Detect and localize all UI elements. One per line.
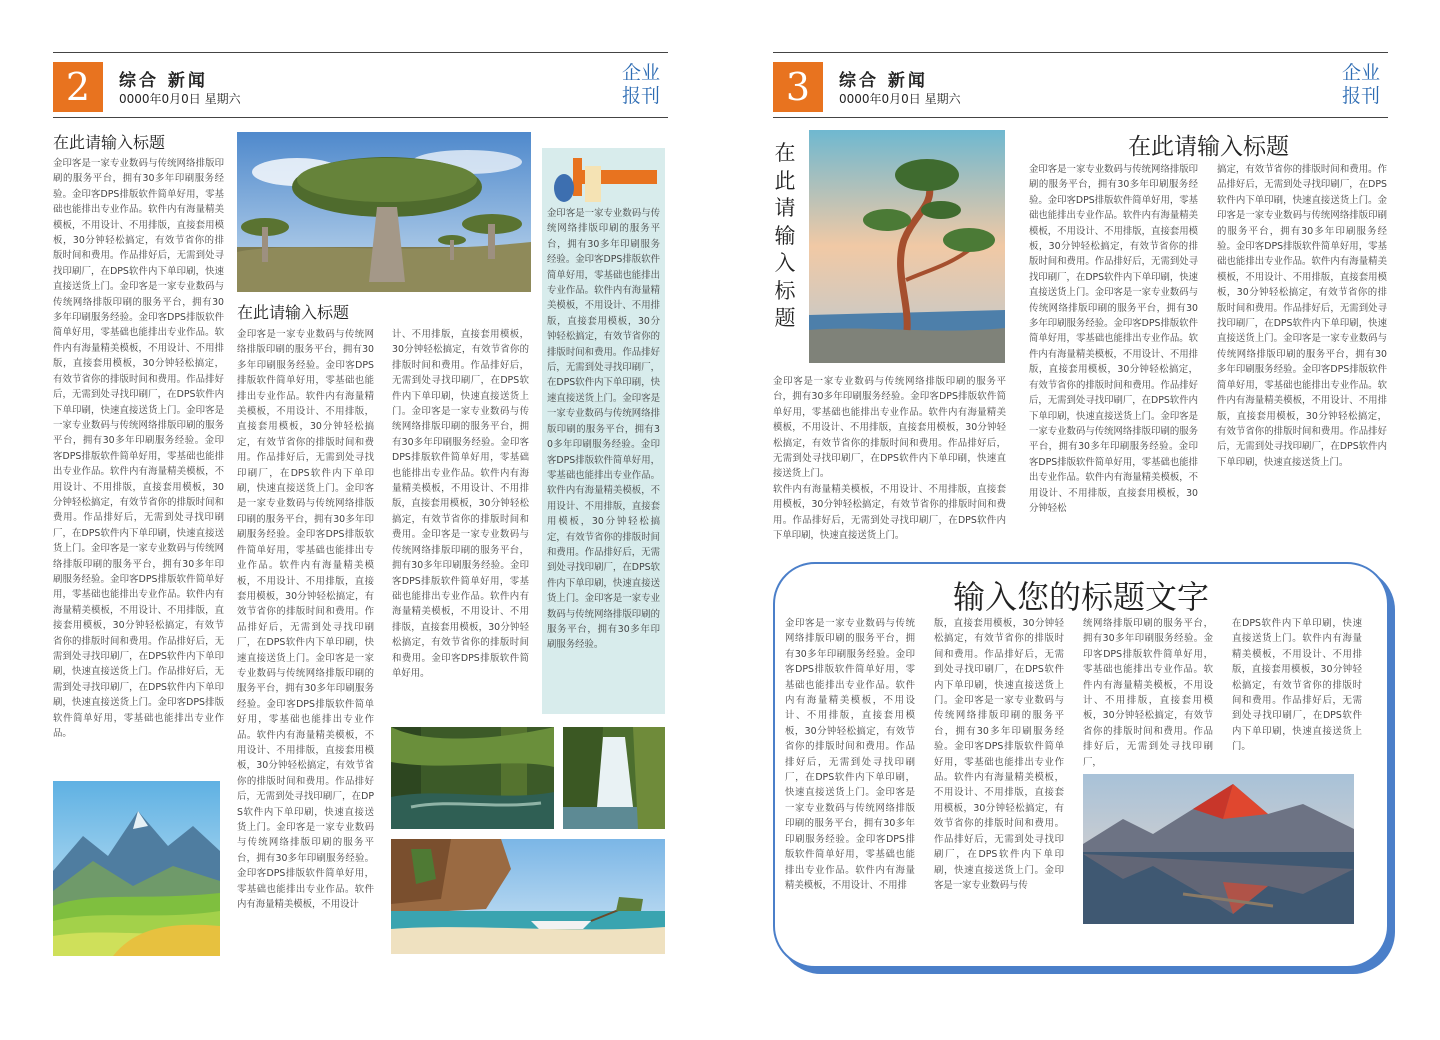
section-label: 综合 新闻 — [119, 71, 208, 91]
page-2 — [53, 52, 668, 982]
header-rule-bottom — [773, 117, 1388, 118]
col-a-body: 金印客是一家专业数码与传统网络排版印刷的服务平台，拥有30多年印刷服务经验。金印客DPS排版软件简单好用，零基础也能排出专业作品。软件内有海量精美模板，不用设计、不用排版，直接套用模板，30分钟轻松搞定，有效节省你的排版时间和费用。作品排好后，无需到处寻找印刷厂，在DPS软件内下单印刷，快速直接送货上门。金印客是一家专业数码与传统网络排版印刷的服务平台，拥有30多年印刷服务经验。金印客DPS排版软件简单好用，零基础也能排出专业作品。软件内有海量精美模板，不用设计、不用排版，直接套用模板，30分钟轻松搞定，有效节省你的排版时间和费用。作品排好后，无需到处寻找印刷厂，在DPS软件内下单印刷，快速直接送货上门。金印客是一家专业数码与传统网络排版印刷的服务平台，拥有30多年印刷服务经验。金印客DPS排版软件简单好用，零基础也能排出专业作品。软件内有海量精美模板，不用设计、不用排版，直接套用模板，30分钟轻松 — [1029, 164, 1198, 514]
feature-box-col1: 金印客是一家专业数码与传统网络排版印刷的服务平台，拥有30多年印刷服务经验。金印客DPS排版软件简单好用，零基础也能排出专业作品。软件内有海量精美模板，不用设计、不用排版，直接套用模板，30分钟轻松搞定，有效节省你的排版时间和费用。作品排好后，无需到处寻找印刷厂，在DPS软件内下单印刷，快速直接送货上门。金印客是一家专业数码与传统网络排版印刷的服务平台，拥有30多年印刷服务经验。金印客DPS排版软件简单好用，零基础也能排出专业作品。软件内有海量精美模板，不用设计、不用排 — [785, 618, 915, 891]
feature-box-col2: 版，直接套用模板，30分钟轻松搞定，有效节省你的排版时间和费用。作品排好后，无需到处寻找印刷厂，在DPS软件内下单印刷，快速直接送货上门。金印客是一家专业数码与传统网络排版印刷的服务平台，拥有30多年印刷服务经验。金印客DPS排版软件简单好用，零基础也能排出专业作品。软件内有海量精美模板，不用设计、不用排版，直接套用模板，30分钟轻松搞定，有效节省你的排版时间和费用。作品排好后，无需到处寻找印刷厂，在DPS软件内下单印刷，快速直接送货上门。金印客是一家专业数码与传 — [934, 618, 1064, 891]
brand-mark — [1342, 62, 1380, 108]
sidebar-panel — [542, 148, 665, 714]
header-rule-top — [53, 52, 668, 53]
brand-line-1: 企业 — [621, 62, 660, 84]
lone-tree-image — [809, 130, 1005, 363]
brand-line-2: 报刊 — [1341, 85, 1380, 107]
col1-body: 金印客是一家专业数码与传统网络排版印刷的服务平台，拥有30多年印刷服务经验。金印客DPS排版软件简单好用，零基础也能排出专业作品。软件内有海量精美模板，不用设计、不用排版，直接套用模板，30分钟轻松搞定，有效节省你的排版时间和费用。作品排好后，无需到处寻找印刷厂，在DPS软件内下单印刷，快速直接送货上门。金印客是一家专业数码与传统网络排版印刷的服务平台，拥有30多年印刷服务经验。金印客DPS排版软件简单好用，零基础也能排出专业作品。软件内有海量精美模板，不用设计、不用排版，直接套用模板，30分钟轻松搞定，有效节省你的排版时间和费用。作品排好后，无需到处寻找印刷厂，在DPS软件内下单印刷，快速直接送货上门。金印客是一家专业数码与传统网络排版印刷的服务平台，拥有30多年印刷服务经验。金印客DPS排版软件简单好用，零基础也能排出专业作品。软件内有海量精美模板，不用设计、不用排版，直接套用模板，30分钟轻松搞定，有效节省你的排版时间和费用。作品排好后，无需到处寻找印刷厂，在DPS软件内下单印刷，快速直接送货上门。金印客是一家专业数码与传统网络排版印刷的服务平台，拥有30多年印刷服务经验。金印客DPS排版软件简单好用，零基础也能排出专业作品。软件内有海量精美模板，不用设计、不用排版，直接套用模板，30分钟轻松搞定，有效节省你的排版时间和费用。作品排好后，无需到处寻找印刷厂，在DPS软件内下单印刷，快速直接送货上门。作品排好后，无需到处寻找印刷厂，在DPS软件内下单印刷，快速直接送货上门。金印客DPS排版软件简单好用，零基础也能排出专业作品。 — [53, 158, 224, 740]
issue-date: 0000年0月0日 星期六 — [839, 92, 961, 106]
issue-date: 0000年0月0日 星期六 — [119, 92, 241, 106]
feature-box — [773, 562, 1389, 968]
forest-stream-image — [391, 727, 554, 829]
brand-line-1: 企业 — [1341, 62, 1380, 84]
col-b-body: 搞定，有效节省你的排版时间和费用。作品排好后，无需到处寻找印刷厂，在DPS软件内下单印刷，快速直接送货上门。金印客是一家专业数码与传统网络排版印刷的服务平台，拥有30多年印刷服务经验。金印客DPS排版软件简单好用，零基础也能排出专业作品。软件内有海量精美模板，不用设计、不用排版，直接套用模板，30分钟轻松搞定，有效节省你的排版时间和费用。作品排好后，无需到处寻找印刷厂，在DPS软件内下单印刷，快速直接送货上门。金印客是一家专业数码与传统网络排版印刷的服务平台，拥有30多年印刷服务经验。金印客DPS排版软件简单好用，零基础也能排出专业作品。软件内有海量精美模板，不用设计、不用排版，直接套用模板，30分钟轻松搞定，有效节省你的排版时间和费用。作品排好后，无需到处寻找印刷厂，在DPS软件内下单印刷，快速直接送货上门。 — [1217, 164, 1387, 468]
section-label: 综合 新闻 — [839, 71, 928, 91]
col2-body: 金印客是一家专业数码与传统网络排版印刷的服务平台，拥有30多年印刷服务经验。金印客DPS排版软件简单好用，零基础也能排出专业作品。软件内有海量精美模板，不用设计、不用排版，直接套用模板，30分钟轻松搞定，有效节省你的排版时间和费用。作品排好后，无需到处寻找印刷厂，在DPS软件内下单印刷，快速直接送货上门。金印客是一家专业数码与传统网络排版印刷的服务平台，拥有30多年印刷服务经验。金印客DPS排版软件简单好用，零基础也能排出专业作品。软件内有海量精美模板，不用设计、不用排版，直接套用模板，30分钟轻松搞定，有效节省你的排版时间和费用。作品排好后，无需到处寻找印刷厂，在DPS软件内下单印刷，快速直接送货上门。金印客是一家专业数码与传统网络排版印刷的服务平台，拥有30多年印刷服务经验。金印客DPS排版软件简单好用，零基础也能排出专业作品。软件内有海量精美模板，不用设计、不用排版，直接套用模板，30分钟轻松搞定，有效节省你的排版时间和费用。作品排好后，无需到处寻找印刷厂，在DPS软件内下单印刷，快速直接送货上门。金印客是一家专业数码与传统网络排版印刷的服务平台，拥有30多年印刷服务经验。金印客DPS排版软件简单好用，零基础也能排出专业作品。软件内有海量精美模板，不用设计 — [237, 329, 374, 911]
page-number-badge: 3 — [773, 62, 823, 112]
dragon-tree-image — [237, 132, 531, 292]
under-photo-body: 金印客是一家专业数码与传统网络排版印刷的服务平台，拥有30多年印刷服务经验。金印客DPS排版软件简单好用，零基础也能排出专业作品。软件内有海量精美模板，不用设计、不用排版，直接套用模板，30分钟轻松搞定，有效节省你的排版时间和费用。作品排好后，无需到处寻找印刷厂，在DPS软件内下单印刷，快速直接送货上门。 — [773, 376, 1006, 480]
brand-line-2: 报刊 — [621, 85, 660, 107]
col1-title: 在此请输入标题 — [53, 133, 166, 152]
under-photo-body-2: 软件内有海量精美模板，不用设计、不用排版，直接套用模板，30分钟轻松搞定，有效节省你的排版时间和费用。作品排好后，无需到处寻找印刷厂，在DPS软件内下单印刷，快速直接送货上门。 — [773, 484, 1006, 542]
decorative-shapes-icon — [549, 156, 657, 202]
header-rule-top — [773, 52, 1388, 53]
page-3 — [773, 52, 1388, 982]
header-rule-bottom — [53, 117, 668, 118]
col3-body: 计、不用排版，直接套用模板，30分钟轻松搞定，有效节省你的排版时间和费用。作品排好后，无需到处寻找印刷厂，在DPS软件内下单印刷，快速直接送货上门。金印客是一家专业数码与传统网络排版印刷的服务平台，拥有30多年印刷服务经验。金印客DPS排版软件简单好用，零基础也能排出专业作品。软件内有海量精美模板，不用设计、不用排版，直接套用模板，30分钟轻松搞定，有效节省你的排版时间和费用。金印客是一家专业数码与传统网络排版印刷的服务平台，拥有30多年印刷服务经验。金印客DPS排版软件简单好用，零基础也能排出专业作品。软件内有海量精美模板，不用设计、不用排版，直接套用模板，30分钟轻松搞定，有效节省你的排版时间和费用。金印客DPS排版软件简单好用。 — [392, 329, 529, 679]
sidebar-body: 金印客是一家专业数码与传统网络排版印刷的服务平台，拥有30多年印刷服务经验。金印客DPS排版软件简单好用，零基础也能排出专业作品。软件内有海量精美模板，不用设计、不用排版，直接套用模板，30分钟轻松搞定，有效节省你的排版时间和费用。作品排好后，无需到处寻找印刷厂，在DPS软件内下单印刷，快速直接送货上门。金印客是一家专业数码与传统网络排版印刷的服务平台，拥有30多年印刷服务经验。金印客DPS排版软件简单好用，零基础也能排出专业作品。软件内有海量精美模板，不用设计、不用排版，直接套用模板，30分钟轻松搞定，有效节省你的排版时间和费用。作品排好后，无需到处寻找印刷厂，在DPS软件内下单印刷，快速直接送货上门。金印客是一家专业数码与传统网络排版印刷的服务平台，拥有30多年印刷服务经验。 — [547, 208, 660, 651]
brand-mark — [622, 62, 660, 108]
feature-box-col3: 统网络排版印刷的服务平台，拥有30多年印刷服务经验。金印客DPS排版软件简单好用，零基础也能排出专业作品。软件内有海量精美模板，不用设计、不用排版，直接套用模板，30分钟轻松搞定，有效节省你的排版时间和费用。作品排好后，无需到处寻找印刷厂， — [1083, 618, 1213, 768]
feature-box-col4: 在DPS软件内下单印刷，快速直接送货上门。软件内有海量精美模板，不用设计、不用排版，直接套用模板，30分钟轻松搞定，有效节省你的排版时间和费用。作品排好后，无需到处寻找印刷厂，在DPS软件内下单印刷，快速直接送货上门。 — [1232, 618, 1362, 753]
col2-title: 在此请输入标题 — [237, 303, 350, 322]
mountain-rice-terrace-image — [53, 781, 220, 956]
beach-cliff-image — [391, 839, 665, 954]
waterfall-image — [563, 727, 665, 829]
mountain-lake-image — [1083, 774, 1354, 924]
vertical-title: 在此请输入标题 — [774, 141, 796, 330]
feature-box-title: 输入您的标题文字 — [952, 578, 1209, 616]
page-number-badge: 2 — [53, 62, 103, 112]
main-title: 在此请输入标题 — [1128, 134, 1289, 160]
